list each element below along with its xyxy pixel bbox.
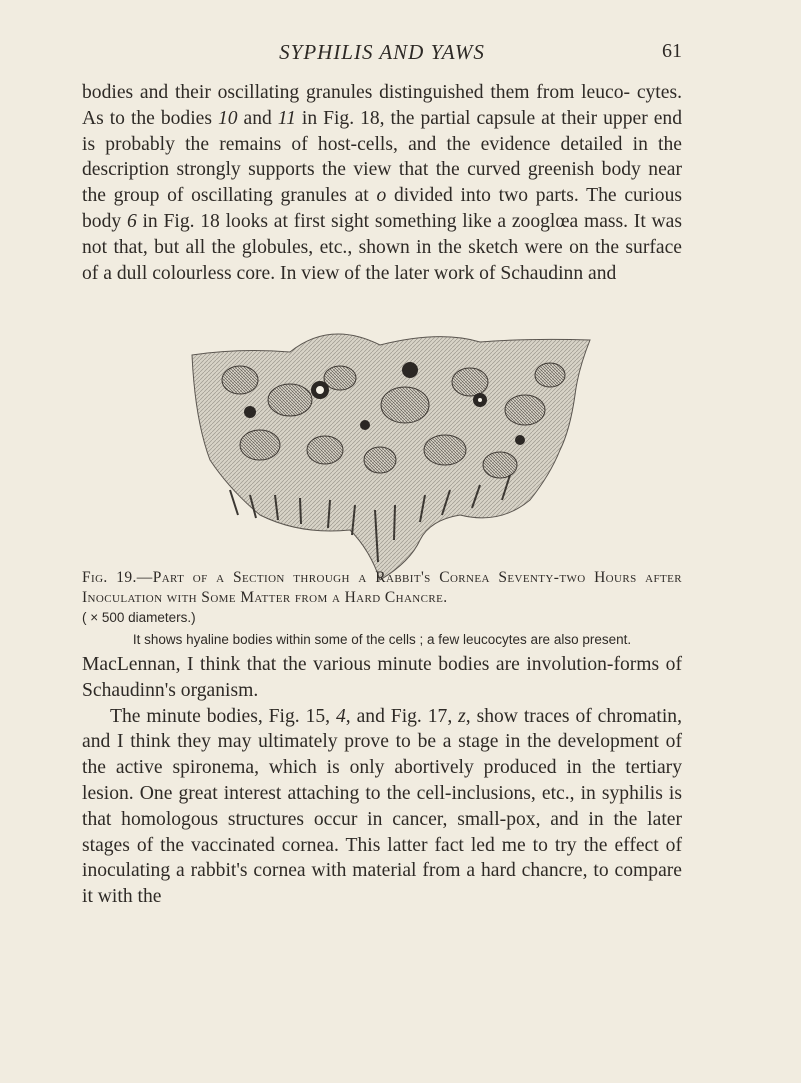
figure-ref-10: 10 [217,107,238,129]
figure-ref-z: z [458,705,466,727]
caption-note: It shows hyaline bodies within some of the cells ; a few leucocytes are also present. [132,632,632,647]
text-run: The minute bodies, Fig. 15, [110,705,336,727]
page-header [82,40,682,64]
microscope-drawing [180,300,630,585]
text-run: cytes. As to the bodies [82,82,682,129]
figure-ref-6: 6 [126,210,137,232]
caption-title: Fig. 19.—Part of a Section through a Rabbit's Cornea Seventy-two Hours after Inoculation with Some Matter from a Hard Chancre. [82,569,682,606]
paragraph-3 [82,704,682,910]
text-run: in Fig. 18, the partial capsule at their upper end is probably the remains of host-cells, and the evidence detailed in the description strongly supports the view that the curved greenish body near the group of oscillating granules at [82,107,682,207]
paragraph-2 [82,652,682,910]
text-run: divided into two parts. The curious body [82,185,682,232]
text-line: bodies and their oscillating granules distinguished them from leuco- [82,82,631,103]
text-run: in Fig. 18 looks at first sight something like a zooglœa mass. It was not that, but all the globules, etc., shown in the sketch were on the surface of a dull colourless core. In view of the later work of Schaudinn and [82,210,682,284]
text-run: and [237,107,278,129]
page-number: 61 [662,40,682,62]
figure-ref-11: 11 [277,107,296,129]
running-head: SYPHILIS AND YAWS [279,40,485,64]
figure-ref-o: o [376,185,387,207]
caption-magnification: ( × 500 diameters.) [82,610,196,625]
figure-ref-4: 4 [336,705,346,727]
text-run: , and Fig. 17, [345,705,459,727]
paragraph-1 [82,80,682,286]
cornea-section-illustration [180,300,630,585]
text-run: , show traces of chromatin, and I think they may ultimately prove to be a stage in the development of the active spironema, which is only abortively produced in the tertiary lesion. One great interest attaching to the cell-inclusions, etc., in syphilis is that homologous structures occur in cancer, small-pox, and in the later stages of the vaccinated cornea. This latter fact led me to try the effect of inoculating a rabbit's cornea with material from a hard chancre, to compare it with the [82,705,683,908]
figure-caption [82,568,682,648]
paragraph-2-continuation: MacLennan, I think that the various minute bodies are involution-forms of Schaudinn's organism. [82,654,682,701]
